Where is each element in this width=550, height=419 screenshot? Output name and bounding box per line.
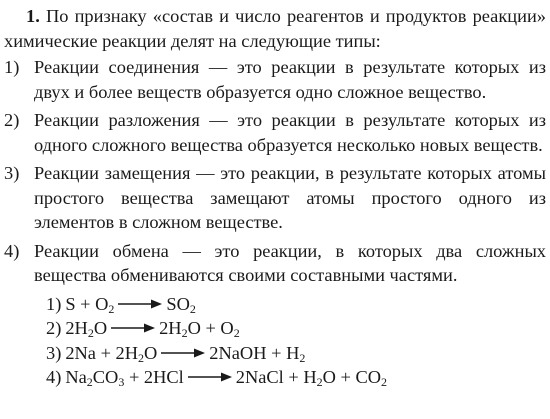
task-number: 1. — [26, 6, 40, 26]
equation-products: 2NaCl + $H_2O + CO_2$ — [235, 367, 388, 389]
reaction-type-item — [4, 239, 546, 288]
formula-subscript: 2 — [381, 375, 388, 389]
reaction-type-item — [4, 108, 546, 157]
formula-subscript: 2 — [138, 350, 145, 365]
reaction-arrow-icon — [111, 323, 155, 333]
reaction-type-text: Реакции разложения — это реакции в результате которых из одного сложного вещества образуется несколько новых веществ. — [34, 110, 546, 155]
reaction-arrow-icon — [118, 299, 162, 309]
reaction-type-number: 2) — [4, 110, 20, 130]
equation-reactants: $S + O_2$ — [65, 293, 115, 316]
reaction-type-item — [4, 55, 546, 104]
equation-number: 4) — [46, 367, 62, 387]
formula-subscript: 2 — [181, 326, 188, 340]
reaction-type-number: 3) — [4, 163, 20, 183]
equation-row — [46, 292, 546, 317]
reaction-type-number: 4) — [4, 240, 20, 261]
formula-subscript: 2 — [299, 350, 306, 365]
equation-row — [46, 341, 546, 366]
reaction-type-text: Реакции соединения — это реакции в результате которых из двух и более веществ образуется одно сложное вещество. — [34, 57, 546, 102]
equation-reactants: $2Na + 2H_2O$ — [65, 342, 158, 365]
equation-number: 2) — [46, 318, 62, 338]
reaction-type-number: 1) — [4, 57, 20, 77]
reaction-types-list — [4, 55, 546, 288]
reaction-arrow-icon — [188, 372, 232, 382]
reaction-type-item — [4, 161, 546, 235]
equations-list — [46, 292, 546, 390]
equation-products: $SO_2$ — [166, 293, 196, 316]
intro-paragraph — [4, 4, 546, 53]
formula-subscript: 3 — [118, 375, 125, 389]
equation-reactants: $Na_2CO_3 + 2HCl$ — [65, 367, 184, 389]
formula-subscript: 2 — [87, 326, 94, 340]
formula-subscript: 2 — [316, 375, 323, 389]
equation-row — [46, 316, 546, 341]
intro-text: По признаку «состав и число реагентов и продуктов реакции» химические реакции делят на следующие типы: — [4, 6, 546, 51]
formula-subscript: 2 — [189, 301, 196, 316]
equation-products: 2NaOH + $H_2$ — [209, 342, 306, 365]
equation-row — [46, 365, 546, 390]
equation-reactants: $2H_2O$ — [65, 318, 108, 340]
equation-number: 1) — [46, 293, 62, 314]
formula-subscript: 2 — [108, 301, 115, 316]
formula-subscript: 2 — [233, 326, 240, 340]
equation-number: 3) — [46, 342, 62, 363]
formula-subscript: 2 — [86, 375, 93, 389]
equation-products: $2H_2O + O_2$ — [159, 318, 240, 340]
reaction-type-text: Реакции обмена — это реакции, в которых два сложных вещества обмениваются своими составными частями. — [34, 240, 546, 285]
reaction-arrow-icon — [161, 348, 205, 358]
reaction-type-text: Реакции замещения — это реакции, в результате которых атомы простого вещества замещают атомы простого одного из элементов в сложном веществе. — [34, 163, 546, 232]
